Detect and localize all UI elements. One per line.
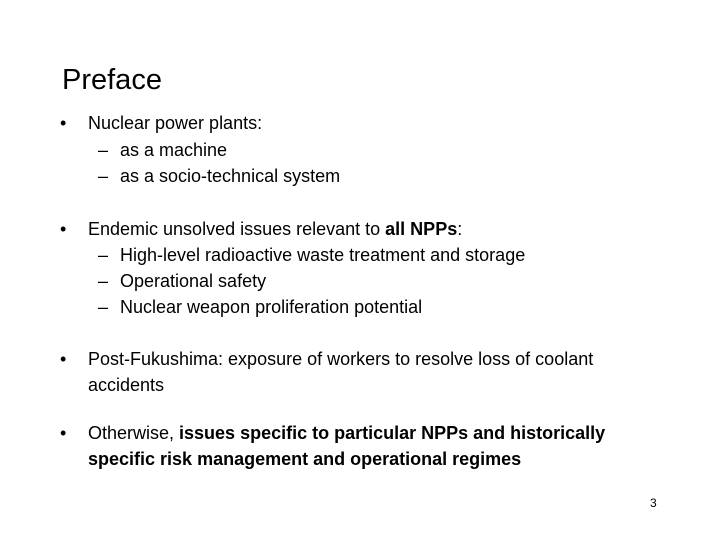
- subitem-text: as a socio-technical system: [120, 166, 341, 186]
- slide-title: Preface: [62, 64, 162, 96]
- bullet-line-2-bold: specific risk management and operational regimes: [88, 449, 522, 469]
- sub-dash: –: [98, 140, 109, 160]
- bullet-dot: •: [60, 113, 67, 133]
- bullet-dot: •: [60, 219, 67, 239]
- subitem-text: Operational safety: [120, 271, 267, 291]
- bullet-text: [88, 348, 593, 396]
- bullet-text-bold: all NPPs: [385, 219, 458, 239]
- bullet-text-plain: Endemic unsolved issues relevant to: [88, 219, 386, 239]
- sub-dash: –: [98, 166, 109, 186]
- bullet-dot: •: [60, 349, 67, 369]
- bullet-dot: •: [60, 423, 67, 443]
- bullet-line-1-plain: Otherwise,: [88, 423, 180, 443]
- bullet-text: [88, 218, 462, 240]
- bullet-line-1-bold: issues specific to particular NPPs and historically: [179, 423, 606, 443]
- bullet-text: Nuclear power plants:: [88, 113, 263, 133]
- page-number: 3: [650, 496, 657, 510]
- bullet-text-suffix: :: [457, 219, 463, 239]
- bullet-text: [88, 422, 605, 470]
- sub-dash: –: [98, 271, 109, 291]
- subitem-text: as a machine: [120, 140, 228, 160]
- sub-dash: –: [98, 245, 109, 265]
- subitem-text: Nuclear weapon proliferation potential: [120, 297, 423, 317]
- subitem-text: High-level radioactive waste treatment and storage: [120, 245, 526, 265]
- bullet-line-2: accidents: [88, 375, 165, 395]
- bullet-line-1: Post-Fukushima: exposure of workers to resolve loss of coolant: [88, 349, 594, 369]
- sub-dash: –: [98, 297, 109, 317]
